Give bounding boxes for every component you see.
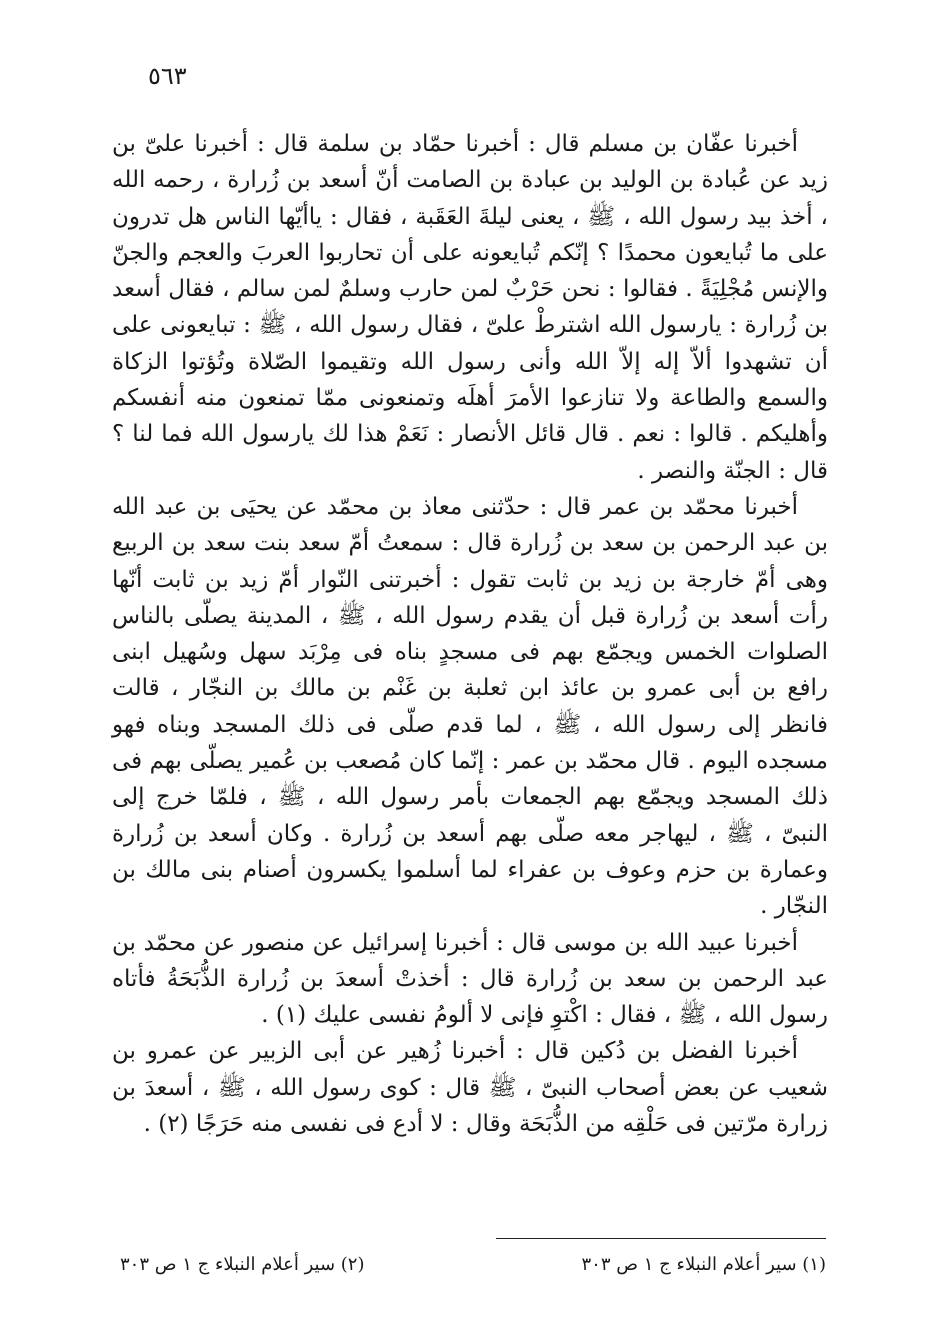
- paragraph: أخبرنا عفّان بن مسلم قال : أخبرنا حمّاد بن سلمة قال : أخبرنا علىّ بن زيد عن عُبادة بن الوليد بن عبادة بن الصامت أنّ أسعد بن زُرارة ، رحمه الله ، أخذ بيد رسول الله ، ﷺ ، يعنى ليلةَ العَقَبة ، فقال : ياأيّها الناس هل تدرون على ما تُبايعون محمدًا ؟ إنّكم تُبايعونه على أن تحاربوا العربَ والعجم والجنّ والإنس مُجْلِيَةً . فقالوا : نحن حَرْبٌ لمن حارب وسلمٌ لمن سالم ، فقال أسعد بن زُرارة : يارسول الله اشترطْ علىّ ، فقال رسول الله ، ﷺ : تبايعونى على أن تشهدوا ألاّ إله إلاّ الله وأنى رسول الله وتقيموا الصّلاة وتُؤتوا الزكاة والسمع والطاعة ولا تنازعوا الأمرَ أهلَه وتمنعونى ممّا تمنعون منه أنفسكم وأهليكم . قالوا : نعم . قال قائل الأنصار : نَعَمْ هذا لك يارسول الله فما لنا ؟ قال : الجنّة والنصر .: [112, 131, 828, 484]
- main-text: [112, 126, 828, 1142]
- footnote-1: (١) سير أعلام النبلاء ج ١ ص ٣٠٣: [581, 1254, 826, 1275]
- paragraph: أخبرنا محمّد بن عمر قال : حدّثنى معاذ بن محمّد عن يحيَى بن عبد الله بن عبد الرحمن بن سعد بن زُرارة قال : سمعتُ أمّ سعد بنت سعد بن الربيع وهى أمّ خارجة بن زيد بن ثابت تقول : أخبرتنى النّوار أمّ زيد بن ثابت أنّها رأت أسعد بن زُرارة قبل أن يقدم رسول الله ، ﷺ ، المدينة يصلّى بالناس الصلوات الخمس ويجمّع بهم فى مسجدٍ بناه فى مِرْبَد سهل وسُهيل ابنى رافع بن أبى عمرو بن عائذ ابن ثعلبة بن غَنْم بن مالك بن النجّار ، قالت فانظر إلى رسول الله ، ﷺ ، لما قدم صلّى فى ذلك المسجد وبناه فهو مسجده اليوم . قال محمّد بن عمر : إنّما كان مُصعب بن عُمير يصلّى بهم فى ذلك المسجد ويجمّع بهم الجمعات بأمر رسول الله ، ﷺ ، فلمّا خرج إلى النبىّ ، ﷺ ، ليهاجر معه صلّى بهم أسعد بن زُرارة . وكان أسعد بن زُرارة وعمارة بن حزم وعوف بن عفراء لما أسلموا يكسرون أصنام بنى مالك بن النجّار .: [112, 493, 828, 920]
- paragraph: أخبرنا عبيد الله بن موسى قال : أخبرنا إسرائيل عن منصور عن محمّد بن عبد الرحمن بن سعد بن زُرارة قال : أخذتْ أسعدَ بن زُرارة الذُّبَحَةُ فأتاه رسول الله ، ﷺ ، فقال : اكْتوِ فإنى لا ألومُ نفسى عليك (١) .: [112, 929, 828, 1029]
- footnotes: [120, 1252, 826, 1278]
- footnote-2: (٢) سير أعلام النبلاء ج ١ ص ٣٠٣: [120, 1254, 365, 1275]
- footnote-divider: [496, 1238, 826, 1239]
- page-number: ٥٦٣: [148, 62, 187, 90]
- paragraph: أخبرنا الفضل بن دُكين قال : أخبرنا زُهير عن أبى الزبير عن عمرو بن شعيب عن بعض أصحاب النبىّ ، ﷺ قال : كوى رسول الله ، ﷺ ، أسعدَ بن زرارة مرّتين فى حَلْقِه من الذُّبَحَة وقال : لا أدع فى نفسى منه حَرَجًا (٢) .: [112, 1038, 828, 1138]
